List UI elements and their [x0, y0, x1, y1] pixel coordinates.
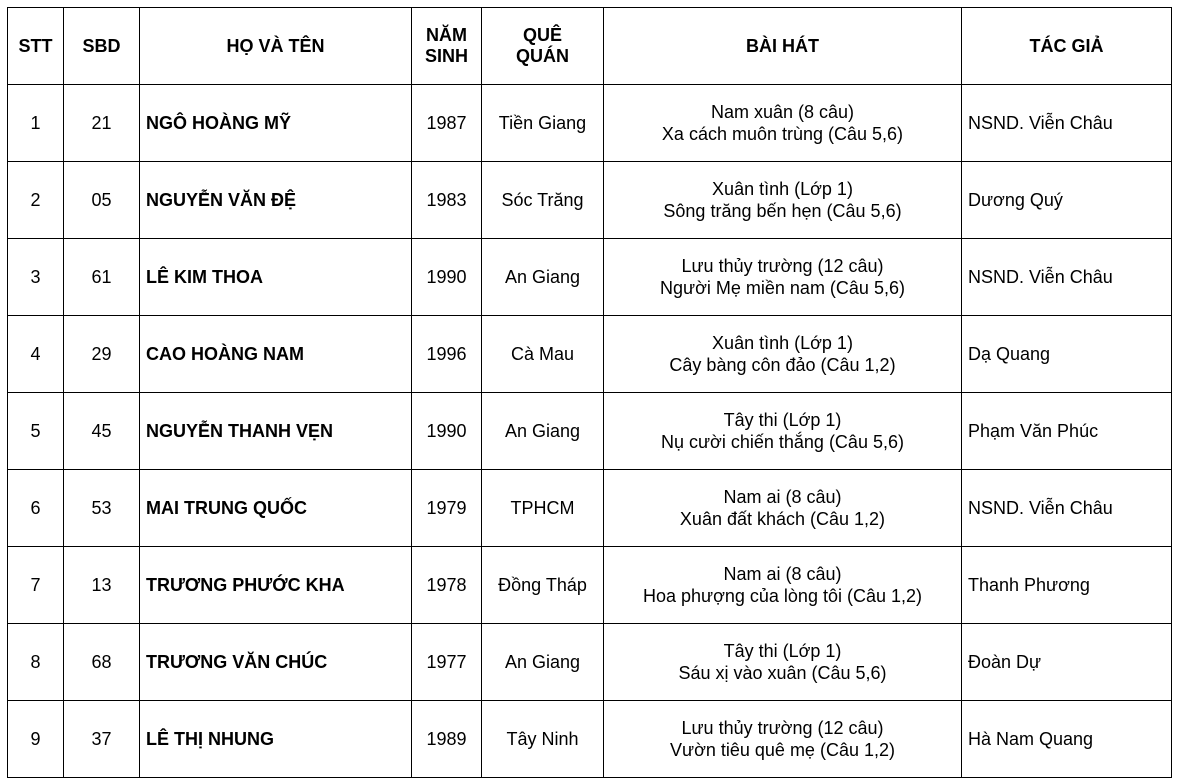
cell-hometown: Tây Ninh [482, 701, 604, 778]
header-song: BÀI HÁT [604, 8, 962, 85]
header-name: HỌ VÀ TÊN [140, 8, 412, 85]
cell-birth-year: 1987 [412, 85, 482, 162]
cell-hometown: Tiền Giang [482, 85, 604, 162]
header-hometown-line2: QUÁN [516, 46, 569, 66]
cell-stt: 7 [8, 547, 64, 624]
song-line-2: Cây bàng côn đảo (Câu 1,2) [669, 355, 896, 375]
cell-stt: 3 [8, 239, 64, 316]
cell-hometown: Đồng Tháp [482, 547, 604, 624]
header-row [8, 8, 1172, 85]
table-row [8, 393, 1172, 470]
song-line-2: Hoa phượng của lòng tôi (Câu 1,2) [642, 586, 923, 606]
cell-author: NSND. Viễn Châu [962, 470, 1172, 547]
cell-name: MAI TRUNG QUỐC [140, 470, 412, 547]
song-line-2: Xa cách muôn trùng (Câu 5,6) [661, 124, 904, 144]
cell-song [604, 316, 962, 393]
header-author: TÁC GIẢ [962, 8, 1172, 85]
song-line-2: Người Mẹ miền nam (Câu 5,6) [660, 278, 905, 298]
cell-song [604, 239, 962, 316]
cell-author: Dương Quý [962, 162, 1172, 239]
cell-birth-year: 1978 [412, 547, 482, 624]
header-sbd: SBD [64, 8, 140, 85]
cell-stt: 5 [8, 393, 64, 470]
table-row [8, 162, 1172, 239]
cell-author: Đoàn Dự [962, 624, 1172, 701]
cell-hometown: An Giang [482, 393, 604, 470]
cell-sbd: 29 [64, 316, 140, 393]
cell-song [604, 470, 962, 547]
cell-stt: 2 [8, 162, 64, 239]
song-line-2: Xuân đất khách (Câu 1,2) [679, 509, 886, 529]
song-line-1: Xuân tình (Lớp 1) [712, 333, 853, 353]
cell-hometown: Cà Mau [482, 316, 604, 393]
cell-birth-year: 1990 [412, 239, 482, 316]
cell-sbd: 21 [64, 85, 140, 162]
cell-birth-year: 1990 [412, 393, 482, 470]
cell-name: LÊ THỊ NHUNG [140, 701, 412, 778]
song-line-1: Lưu thủy trường (12 câu) [681, 718, 884, 738]
table-body [8, 85, 1172, 778]
cell-author: Thanh Phương [962, 547, 1172, 624]
cell-sbd: 68 [64, 624, 140, 701]
cell-name: LÊ KIM THOA [140, 239, 412, 316]
header-birth-line2: SINH [424, 46, 468, 66]
song-line-1: Tây thi (Lớp 1) [723, 641, 842, 661]
contestant-table [7, 7, 1172, 778]
cell-sbd: 45 [64, 393, 140, 470]
header-birth-year [412, 8, 482, 85]
cell-hometown: An Giang [482, 239, 604, 316]
song-line-2: Vườn tiêu quê mẹ (Câu 1,2) [670, 740, 895, 760]
cell-stt: 4 [8, 316, 64, 393]
header-birth-line1: NĂM [426, 25, 467, 45]
cell-song [604, 701, 962, 778]
cell-song [604, 624, 962, 701]
song-line-1: Nam ai (8 câu) [723, 564, 842, 584]
song-line-1: Xuân tình (Lớp 1) [712, 179, 853, 199]
cell-hometown: TPHCM [482, 470, 604, 547]
cell-name: NGÔ HOÀNG MỸ [140, 85, 412, 162]
cell-sbd: 53 [64, 470, 140, 547]
cell-song [604, 162, 962, 239]
cell-author: Hà Nam Quang [962, 701, 1172, 778]
cell-stt: 1 [8, 85, 64, 162]
table-row [8, 470, 1172, 547]
song-line-2: Sông trăng bến hẹn (Câu 5,6) [663, 201, 902, 221]
song-line-1: Lưu thủy trường (12 câu) [681, 256, 884, 276]
table-row [8, 624, 1172, 701]
song-line-2: Nụ cười chiến thắng (Câu 5,6) [661, 432, 904, 452]
cell-name: TRƯƠNG VĂN CHÚC [140, 624, 412, 701]
cell-hometown: An Giang [482, 624, 604, 701]
song-line-1: Nam xuân (8 câu) [710, 102, 855, 122]
cell-author: NSND. Viễn Châu [962, 85, 1172, 162]
song-line-1: Tây thi (Lớp 1) [723, 410, 842, 430]
cell-author: NSND. Viễn Châu [962, 239, 1172, 316]
cell-stt: 8 [8, 624, 64, 701]
table-row [8, 239, 1172, 316]
cell-sbd: 13 [64, 547, 140, 624]
cell-sbd: 37 [64, 701, 140, 778]
cell-hometown: Sóc Trăng [482, 162, 604, 239]
cell-birth-year: 1996 [412, 316, 482, 393]
cell-stt: 6 [8, 470, 64, 547]
table-row [8, 316, 1172, 393]
cell-name: NGUYỄN THANH VẸN [140, 393, 412, 470]
cell-birth-year: 1979 [412, 470, 482, 547]
table-row [8, 547, 1172, 624]
cell-sbd: 61 [64, 239, 140, 316]
song-line-1: Nam ai (8 câu) [723, 487, 842, 507]
cell-birth-year: 1977 [412, 624, 482, 701]
header-hometown-line1: QUÊ [522, 25, 562, 45]
cell-song [604, 547, 962, 624]
cell-sbd: 05 [64, 162, 140, 239]
table-row [8, 701, 1172, 778]
header-hometown [482, 8, 604, 85]
cell-song [604, 85, 962, 162]
cell-author: Dạ Quang [962, 316, 1172, 393]
cell-song [604, 393, 962, 470]
cell-birth-year: 1989 [412, 701, 482, 778]
cell-author: Phạm Văn Phúc [962, 393, 1172, 470]
cell-birth-year: 1983 [412, 162, 482, 239]
cell-stt: 9 [8, 701, 64, 778]
cell-name: TRƯƠNG PHƯỚC KHA [140, 547, 412, 624]
cell-name: NGUYỄN VĂN ĐỆ [140, 162, 412, 239]
song-line-2: Sáu xị vào xuân (Câu 5,6) [678, 663, 887, 683]
cell-name: CAO HOÀNG NAM [140, 316, 412, 393]
table-row [8, 85, 1172, 162]
header-stt: STT [8, 8, 64, 85]
